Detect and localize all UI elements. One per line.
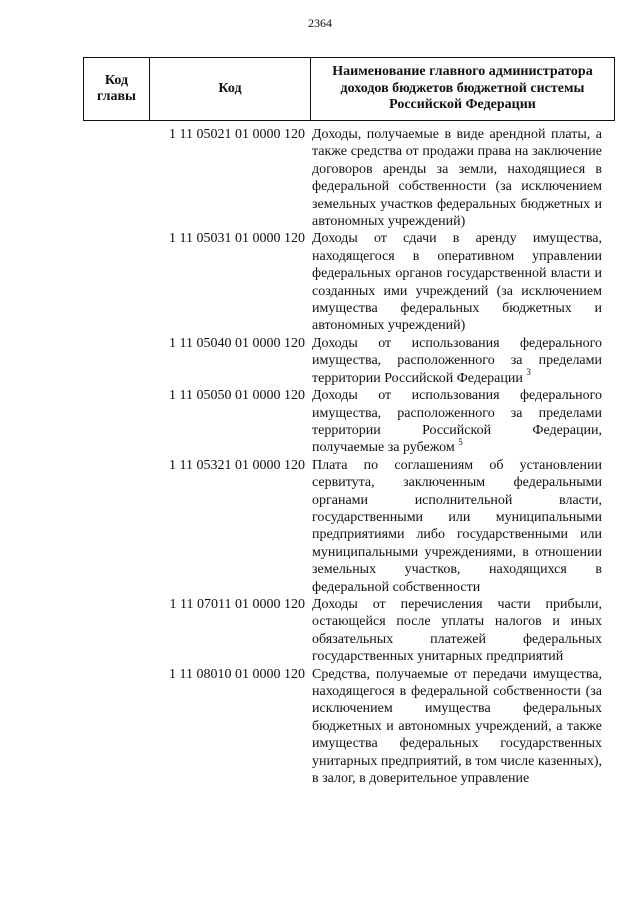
income-code: 1 11 08010 01 0000 120 xyxy=(169,666,305,682)
income-description xyxy=(309,126,602,230)
description-text: Доходы, получаемые в виде арендной платы, а также средства от продажи права на заключение договоров аренды за земли, находящиеся в федеральной собственности (за исключением земельных участков федеральных бюджетных и автономных учреждений) xyxy=(312,127,602,230)
table-header xyxy=(83,57,615,121)
table-row xyxy=(83,666,614,788)
header-name: Наименование главного администратора доходов бюджетов бюджетной системы Российской Федерации xyxy=(311,58,615,121)
income-description xyxy=(309,230,602,334)
description-text: Доходы от использования федерального имущества, расположенного за пределами территории Российской Федерации xyxy=(312,335,602,386)
description-text: Доходы от сдачи в аренду имущества, находящегося в оперативном управлении федеральных органов государственной власти и созданных ими учреждений (за исключением имущества федеральных бюджетных и автономных учреждений) xyxy=(312,231,602,334)
table-body xyxy=(83,126,614,787)
description-text: Доходы от использования федерального имущества, расположенного за пределами территории Российской Федерации, получаемые за рубежом xyxy=(312,388,602,456)
table-row xyxy=(83,126,614,230)
description-text: Доходы от перечисления части прибыли, остающейся после уплаты налогов и иных обязательных платежей федеральных государственных унитарных предприятий xyxy=(312,596,602,665)
header-code: Код xyxy=(150,58,311,121)
description-text: Плата по соглашениям об установлении сервитута, заключенным федеральными органами исполнительной власти, государственными или муниципальными предприятиями либо государственными или муниципальными учреждениями, в отношении земельных участков, находящихся в федеральной собственности xyxy=(312,457,602,595)
income-description xyxy=(309,596,602,666)
table-row xyxy=(83,335,614,387)
footnote-mark: 5 xyxy=(458,436,463,447)
table-row xyxy=(83,596,614,666)
income-code: 1 11 05031 01 0000 120 xyxy=(169,231,305,247)
income-code: 1 11 05021 01 0000 120 xyxy=(169,127,305,142)
income-code: 1 11 05040 01 0000 120 xyxy=(169,335,305,351)
header-chapter-code: Код главы xyxy=(84,58,150,121)
table-row xyxy=(83,387,614,457)
income-code: 1 11 05321 01 0000 120 xyxy=(169,457,305,473)
income-description xyxy=(309,666,602,788)
income-code: 1 11 07011 01 0000 120 xyxy=(169,596,305,612)
income-description xyxy=(309,387,602,457)
footnote-mark: 3 xyxy=(526,367,531,378)
description-text: Средства, получаемые от передачи имущества, находящегося в федеральной собственности (за исключением имущества федеральных бюджетных и автономных учреждений, а также имущества федеральных государственных унитарных предприятий, в том числе казенных), в залог, в доверительное управление xyxy=(312,666,602,787)
income-code: 1 11 05050 01 0000 120 xyxy=(169,388,305,404)
table-row xyxy=(83,230,614,334)
page-number: 2364 xyxy=(308,16,332,30)
table-row xyxy=(83,457,614,596)
income-description xyxy=(309,457,602,596)
income-description xyxy=(309,335,602,387)
